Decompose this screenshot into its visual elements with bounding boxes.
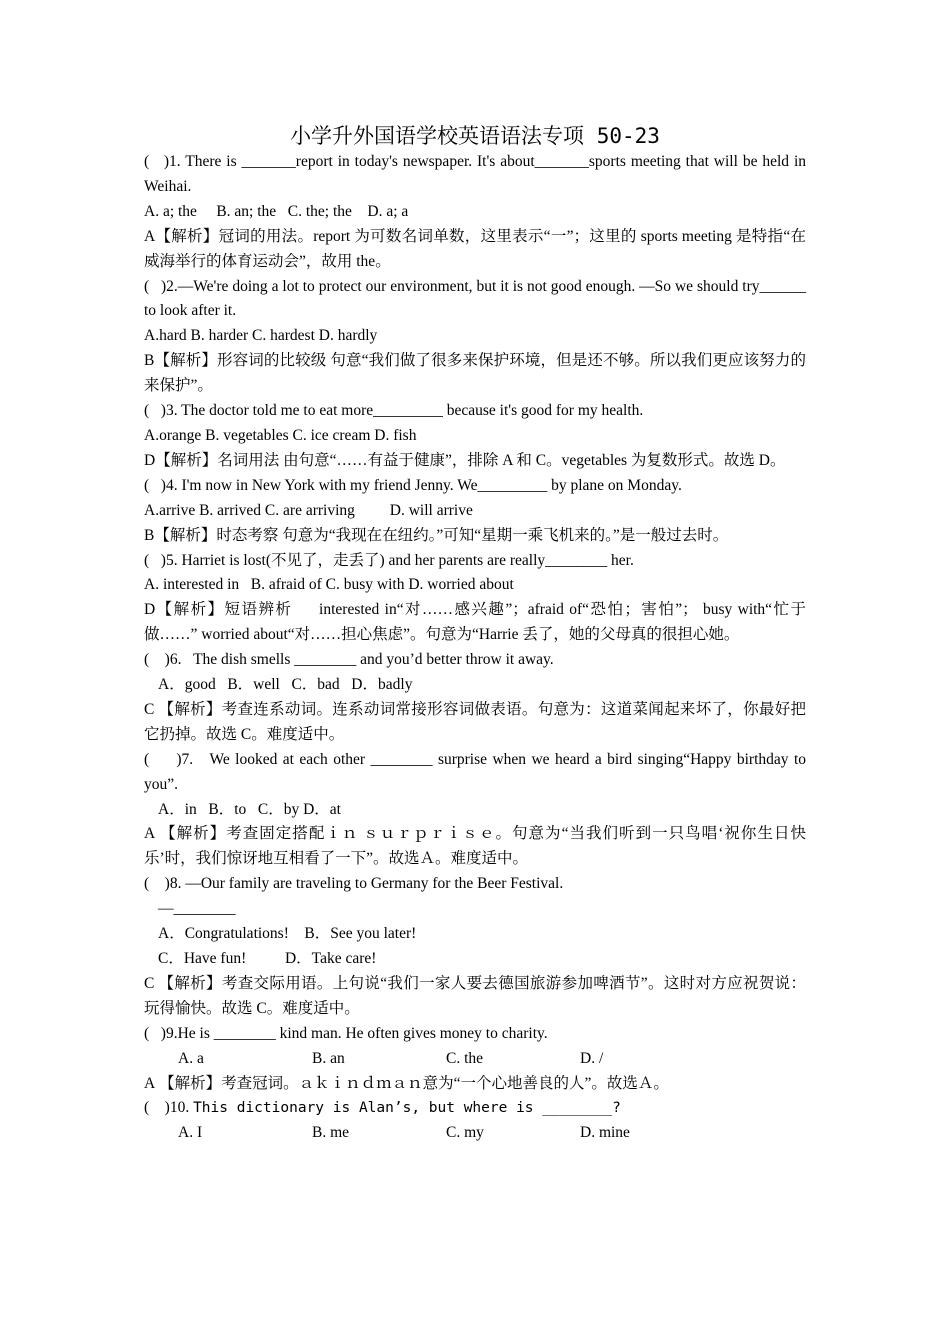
option-a: A. a [178, 1049, 204, 1067]
question-3-stem: ( )3. The doctor told me to eat more_________ because it's good for my health. [144, 402, 644, 420]
question-8-stem: ( )8. —Our family are traveling to Germany for the Beer Festival. [144, 875, 564, 893]
question-10-options [144, 1121, 806, 1146]
question-1-stem: ( )1. There is _______report in today's newspaper. It's about_______sports meeting that will be held in Weihai. [144, 153, 806, 195]
question-8-options-line-2: C．Have fun! D．Take care! [158, 950, 377, 967]
question-2-analysis: B【解析】形容词的比较级 句意“我们做了很多来保护环境，但是还不够。所以我们更应该努力的来保护”。 [144, 352, 806, 395]
option-a: A. I [178, 1124, 203, 1142]
option-d: D. / [580, 1049, 604, 1067]
question-8-reply: —________ [158, 900, 236, 918]
page-title: 小学升外国语学校英语语法专项 50-23 [290, 124, 660, 148]
question-4-options: A.arrive B. arrived C. are arriving D. will arrive [144, 501, 473, 519]
question-8-options-line-1: A．Congratulations! B．See you later! [158, 925, 417, 943]
question-6-analysis: C 【解析】考查连系动词。连系动词常接形容词做表语。句意为：这道菜闻起来坏了，你最好把它扔掉。故选 C。难度适中。 [144, 700, 806, 743]
option-b: B. an [312, 1049, 345, 1067]
question-1-options: A. a; the B. an; the C. the; the D. a; a [144, 202, 409, 220]
question-3-analysis: D【解析】名词用法 由句意“……有益于健康”，排除 A 和 C。vegetables 为复数形式。故选 D。 [144, 451, 786, 469]
option-d: D. mine [580, 1124, 630, 1142]
question-3-options: A.orange B. vegetables C. ice cream D. fish [144, 426, 417, 444]
question-5-stem: ( )5. Harriet is lost(不见了，走丢了) and her parents are really________ her. [144, 551, 634, 569]
question-6-stem: ( )6. The dish smells ________ and you’d better throw it away. [144, 651, 554, 669]
question-10-text: This dictionary is Alan’s, but where is ________? [193, 1100, 621, 1117]
question-4-stem: ( )4. I'm now in New York with my friend Jenny. We_________ by plane on Monday. [144, 476, 682, 494]
question-1-analysis: A【解析】冠词的用法。report 为可数名词单数，这里表示“一”；这里的 sports meeting 是特指“在威海举行的体育运动会”，故用 the。 [144, 227, 806, 270]
question-10-stem [144, 1096, 806, 1121]
option-c: C. my [446, 1124, 484, 1142]
question-6-options: A．good B．well C．bad D．badly [158, 676, 413, 694]
question-7-stem: ( )7. We looked at each other ________ surprise when we heard a bird singing“Happy birthday to you”. [144, 750, 806, 793]
question-4-analysis: B【解析】时态考察 句意为“我现在在纽约。”可知“星期一乘飞机来的。”是一般过去时。 [144, 526, 729, 544]
question-5-analysis: D【解析】短语辨析 interested in“对……感兴趣”；afraid of“恐怕；害怕”； busy with“忙于做……” worried about“对……担心焦虑”。句意为“Harrie 丢了，她的父母真的很担心她。 [144, 601, 806, 644]
option-c: C. the [446, 1049, 484, 1067]
option-b: B. me [312, 1124, 350, 1142]
question-10-number: ( )10. [144, 1099, 194, 1117]
document-page [144, 122, 806, 1146]
question-8-analysis: C 【解析】考查交际用语。上句说“我们一家人要去德国旅游参加啤酒节”。这时对方应祝贺说：玩得愉快。故选 C。难度适中。 [144, 974, 806, 1017]
question-2-stem: ( )2.—We're doing a lot to protect our environment, but it is not good enough. —So we should try______ to look after it. [144, 277, 806, 320]
question-5-options: A. interested in B. afraid of C. busy with D. worried about [144, 576, 514, 594]
question-7-options: A．in B．to C．by D．at [158, 800, 341, 818]
question-9-analysis: A 【解析】考查冠词。ａｋｉｎｄｍａｎ意为“一个心地善良的人”。故选Ａ。 [144, 1074, 669, 1092]
question-9-stem: ( )9.He is ________ kind man. He often gives money to charity. [144, 1024, 548, 1042]
question-2-options: A.hard B. harder C. hardest D. hardly [144, 327, 378, 345]
question-9-options [144, 1047, 806, 1072]
question-7-analysis: A 【解析】考查固定搭配ｉｎ ｓｕｒｐｒｉｓｅ。句意为“当我们听到一只鸟唱‘祝你生日快乐’时，我们惊讶地互相看了一下”。故选Ａ。难度适中。 [144, 825, 806, 868]
